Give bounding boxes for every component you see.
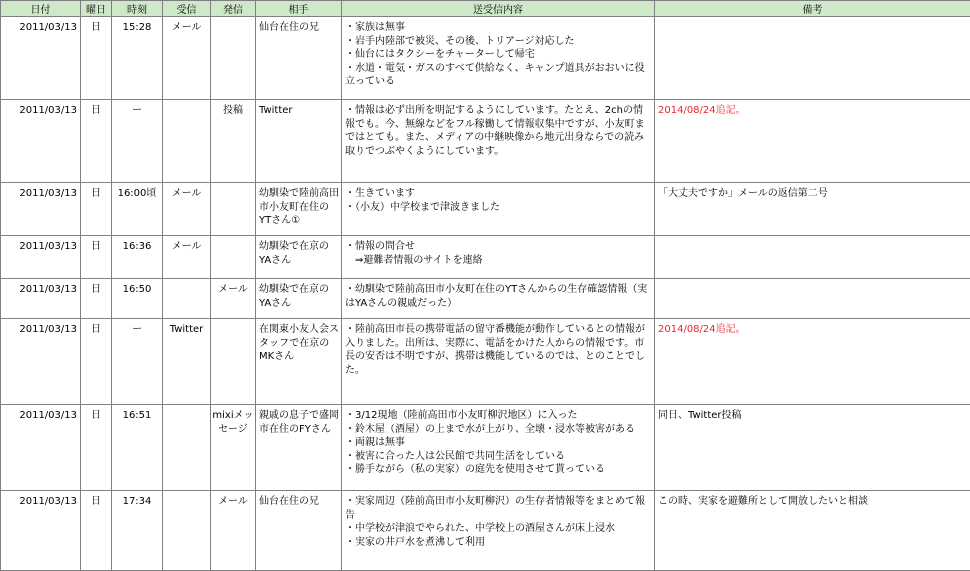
cell-day: 日 xyxy=(81,319,112,405)
cell-date: 2011/03/13 xyxy=(1,405,81,491)
cell-party: 親戚の息子で盛岡市在住のFYさん xyxy=(256,405,342,491)
header-content: 送受信内容 xyxy=(342,1,655,17)
cell-date: 2011/03/13 xyxy=(1,236,81,279)
cell-date: 2011/03/13 xyxy=(1,279,81,319)
cell-notes: この時、実家を避難所として開放したいと相談 xyxy=(655,491,970,571)
header-sent: 発信 xyxy=(211,1,256,17)
cell-sent: メール xyxy=(211,279,256,319)
cell-notes: 同日、Twitter投稿 xyxy=(655,405,970,491)
cell-day: 日 xyxy=(81,183,112,236)
content-line: ・情報の問合せ xyxy=(345,241,415,252)
cell-time: 16:36 xyxy=(112,236,163,279)
header-row xyxy=(1,1,970,17)
cell-sent xyxy=(211,17,256,100)
cell-content xyxy=(342,405,655,491)
cell-received xyxy=(163,491,211,571)
cell-day: 日 xyxy=(81,279,112,319)
cell-received xyxy=(163,279,211,319)
cell-time: 16:00頃 xyxy=(112,183,163,236)
table-row xyxy=(1,236,970,279)
table-row xyxy=(1,279,970,319)
content-line: ・幼馴染で陸前高田市小友町在住のYTさんからの生存確認情報（実はYAさんの親戚だった） xyxy=(345,284,648,309)
cell-sent xyxy=(211,319,256,405)
cell-received: Twitter xyxy=(163,319,211,405)
cell-notes: 2014/08/24追記。 xyxy=(655,319,970,405)
cell-day: 日 xyxy=(81,100,112,183)
table-row xyxy=(1,100,970,183)
cell-time: ー xyxy=(112,319,163,405)
content-line: ・勝手ながら（私の実家）の庭先を使用させて貰っている xyxy=(345,464,605,475)
content-line: ・生きています xyxy=(345,188,415,199)
content-line: ・情報は必ず出所を明記するようにしています。たとえ、2chの情報でも。今、無線などをフル稼働して情報収集中ですが、小友町まではとても。また、メディアの中継映像から地元出身ならでの読み取りでつぶやくようにしています。 xyxy=(345,105,645,157)
cell-content xyxy=(342,279,655,319)
cell-time: 16:50 xyxy=(112,279,163,319)
cell-notes xyxy=(655,279,970,319)
header-date: 日付 xyxy=(1,1,81,17)
cell-date: 2011/03/13 xyxy=(1,100,81,183)
header-party: 相手 xyxy=(256,1,342,17)
cell-notes: 「大丈夫ですか」メールの返信第二号 xyxy=(655,183,970,236)
content-line: ・仙台にはタクシーをチャーターして帰宅 xyxy=(345,49,535,60)
content-line: ・実家周辺（陸前高田市小友町柳沢）の生存者情報等をまとめて報告 xyxy=(345,496,645,521)
content-line: ・鈴木屋（酒屋）の上まで水が上がり、全壊・浸水等被害がある xyxy=(345,423,635,435)
cell-notes xyxy=(655,17,970,100)
cell-time: 15:28 xyxy=(112,17,163,100)
cell-time: 17:34 xyxy=(112,491,163,571)
cell-sent: 投稿 xyxy=(211,100,256,183)
cell-sent: メール xyxy=(211,491,256,571)
content-line: ・被害に合った人は公民館で共同生活をしている xyxy=(345,450,565,462)
cell-content xyxy=(342,491,655,571)
content-line: ・（小友）中学校まで津波きました xyxy=(345,201,500,213)
table-body xyxy=(1,17,970,571)
content-line: ・水道・電気・ガスのすべて供給なく、キャンプ道具がおおいに役立っている xyxy=(345,62,645,87)
cell-date: 2011/03/13 xyxy=(1,491,81,571)
cell-content xyxy=(342,236,655,279)
content-line: ・岩手内陸部で被災、その後、トリアージ対応した xyxy=(345,35,575,47)
cell-party: Twitter xyxy=(256,100,342,183)
cell-party: 幼馴染で陸前高田市小友町在住のYTさん① xyxy=(256,183,342,236)
cell-time: ー xyxy=(112,100,163,183)
cell-day: 日 xyxy=(81,405,112,491)
cell-content xyxy=(342,100,655,183)
cell-time: 16:51 xyxy=(112,405,163,491)
content-line: ・陸前高田市長の携帯電話の留守番機能が動作しているとの情報が入りました。出所は、実際に、電話をかけた人からの情報です。市長の安否は不明ですが、携帯は機能しているのでは、とのことでした。 xyxy=(345,324,645,376)
table-row xyxy=(1,319,970,405)
content-line: ・両親は無事 xyxy=(345,437,405,448)
cell-content xyxy=(342,319,655,405)
cell-content xyxy=(342,183,655,236)
cell-day: 日 xyxy=(81,491,112,571)
cell-party: 幼馴染で在京のYAさん xyxy=(256,279,342,319)
cell-received: メール xyxy=(163,236,211,279)
content-line: ⇒避難者情報のサイトを連絡 xyxy=(345,254,483,266)
cell-date: 2011/03/13 xyxy=(1,319,81,405)
cell-party: 幼馴染で在京のYAさん xyxy=(256,236,342,279)
header-received: 受信 xyxy=(163,1,211,17)
content-line: ・3/12現地（陸前高田市小友町柳沢地区）に入った xyxy=(345,410,578,421)
cell-received xyxy=(163,100,211,183)
cell-day: 日 xyxy=(81,17,112,100)
cell-received: メール xyxy=(163,17,211,100)
cell-received xyxy=(163,405,211,491)
content-line: ・家族は無事 xyxy=(345,22,405,33)
cell-sent xyxy=(211,236,256,279)
header-notes: 備考 xyxy=(655,1,970,17)
cell-notes: 2014/08/24追記。 xyxy=(655,100,970,183)
header-day: 曜日 xyxy=(81,1,112,17)
cell-date: 2011/03/13 xyxy=(1,183,81,236)
header-time: 時刻 xyxy=(112,1,163,17)
cell-party: 在関東小友人会スタッフで在京のMKさん xyxy=(256,319,342,405)
table-row xyxy=(1,183,970,236)
table-row xyxy=(1,405,970,491)
table-row xyxy=(1,17,970,100)
cell-party: 仙台在住の兄 xyxy=(256,17,342,100)
cell-sent: mixiメッセージ xyxy=(211,405,256,491)
cell-notes xyxy=(655,236,970,279)
cell-sent xyxy=(211,183,256,236)
cell-party: 仙台在住の兄 xyxy=(256,491,342,571)
content-line: ・中学校が津浪でやられた、中学校上の酒屋さんが床上浸水 xyxy=(345,523,615,534)
cell-day: 日 xyxy=(81,236,112,279)
content-line: ・実家の井戸水を煮沸して利用 xyxy=(345,536,485,548)
cell-date: 2011/03/13 xyxy=(1,17,81,100)
table-row xyxy=(1,491,970,571)
cell-received: メール xyxy=(163,183,211,236)
cell-content xyxy=(342,17,655,100)
